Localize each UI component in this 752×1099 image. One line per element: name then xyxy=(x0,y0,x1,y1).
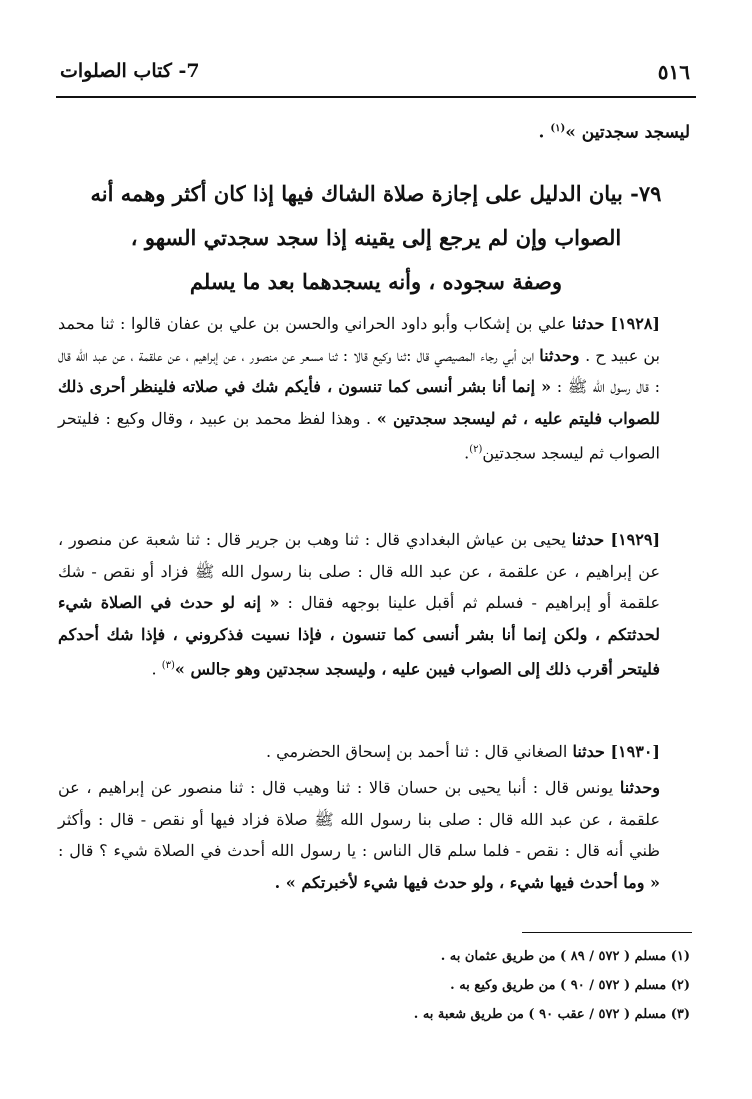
hadith-quote: « إنما أنا بشر أنسى كما تنسون ، فأيكم شك في صلاته فلينظر أحرى ذلك للصواب فليتم عليه ، ثم ليسجد سجدتين » xyxy=(58,377,661,428)
hadith-number: [١٩٣٠] xyxy=(610,742,660,761)
heading-line: ٧٩- بيان الدليل على إجازة صلاة الشاك فيها إذا كان أكثر وهمه أنه xyxy=(90,181,662,206)
hadith-quote: « وما أحدث فيها شيء ، ولو حدث فيها شيء لأخبرتكم » . xyxy=(274,872,660,892)
hadith-number: [١٩٢٨] xyxy=(610,314,660,333)
hadith-text: ابن أبي رجاء المصيصي قال :ثنا وكيع قالا : ثنا مسعر عن منصور ، عن إبراهيم ، عن علقمة ، عن عبد الله قال : قال رسول الله ﷺ : xyxy=(58,345,661,396)
hadith-lead: حدثنا xyxy=(571,314,611,333)
hadith-quote: « إنه لو حدث في الصلاة شيء لحدثتكم ، ولكن إنما أنا بشر أنسى كما تنسون ، فإذا نسيت فذكروني ، فإذا شك أحدكم فليتحر أقرب ذلك إلى الصواب فيبن عليه ، وليسجد سجدتين وهو جالس » xyxy=(58,593,660,679)
hadith-tail: . xyxy=(464,443,470,463)
footnotes xyxy=(100,942,690,1029)
hadith-1930-second xyxy=(58,772,690,898)
heading-line: الصواب وإن لم يرجع إلى يقينه إذا سجد سجدتي السهو ، xyxy=(130,225,622,250)
footnote: (٢) مسلم ( ٥٧٢ / ٩٠ ) من طريق وكيع به . xyxy=(450,978,690,993)
heading-line: وصفة سجوده ، وأنه يسجدهما بعد ما يسلم xyxy=(189,269,563,294)
continuation-tail: . xyxy=(538,122,551,143)
hadith-text: يحيى بن عياش البغدادي قال : ثنا وهب بن جرير قال : ثنا شعبة عن منصور ، عن إبراهيم ، عن علقمة ، عن عبد الله قال : صلى بنا رسول الله ﷺ فزاد أو نقص - شك علقمة أو إبراهيم - فسلم ثم أقبل علينا بوجهه فقال : xyxy=(58,530,661,612)
hadith-1930-first xyxy=(58,736,690,768)
hadith-lead: وحدثنا xyxy=(619,778,660,797)
hadith-lead: حدثنا xyxy=(572,742,611,761)
hadith-lead: وحدثنا xyxy=(539,345,586,365)
hadith-text: الصغاني قال : ثنا أحمد بن إسحاق الحضرمي . xyxy=(265,742,573,761)
hadith-number: [١٩٢٩] xyxy=(610,530,661,549)
hadith-text: علي بن إشكاب وأبو داود الحراني والحسن بن علي بن عفان قالوا : ثنا محمد بن عبيد ح . xyxy=(58,314,661,365)
hadith-text: يونس قال : أنبا يحيى بن حسان قالا : ثنا وهيب قال : ثنا منصور عن إبراهيم ، عن علقمة ، عن عبد الله قال : صلى بنا رسول الله ﷺ صلاة فزاد فيها أو نقص - قال : وأكثر ظني أنه قال : نقص - فلما سلم قال الناس : يا رسول الله أحدث في الصلاة شيء ؟ قال : xyxy=(58,778,661,860)
footnote-mark: (٢) xyxy=(469,444,483,455)
footnote: (١) مسلم ( ٥٧٢ / ٨٩ ) من طريق عثمان به . xyxy=(440,949,690,964)
chapter-title: 7- كتاب الصلوات xyxy=(60,60,200,82)
section-heading xyxy=(60,172,692,304)
hadith-lead: حدثنا xyxy=(571,530,611,549)
footnote-mark: (٣) xyxy=(161,660,175,671)
hadith-tail: . xyxy=(151,659,162,679)
continuation-line xyxy=(58,112,690,150)
footnote: (٣) مسلم ( ٥٧٢ / عقب ٩٠ ) من طريق شعبة به . xyxy=(413,1007,690,1022)
page-header xyxy=(56,58,696,94)
hadith-1928 xyxy=(58,308,690,469)
footnote-mark: (١) xyxy=(550,123,566,134)
hadith-text: . وهذا لفظ محمد بن عبيد ، وقال وكيع : فليتحر الصواب ثم ليسجد سجدتين xyxy=(58,408,660,463)
footnote-rule xyxy=(522,932,692,933)
hadith-1929 xyxy=(58,524,690,685)
continuation-text: ليسجد سجدتين » xyxy=(565,122,690,143)
page-number: ٥١٦ xyxy=(657,60,690,84)
header-rule xyxy=(56,96,696,98)
